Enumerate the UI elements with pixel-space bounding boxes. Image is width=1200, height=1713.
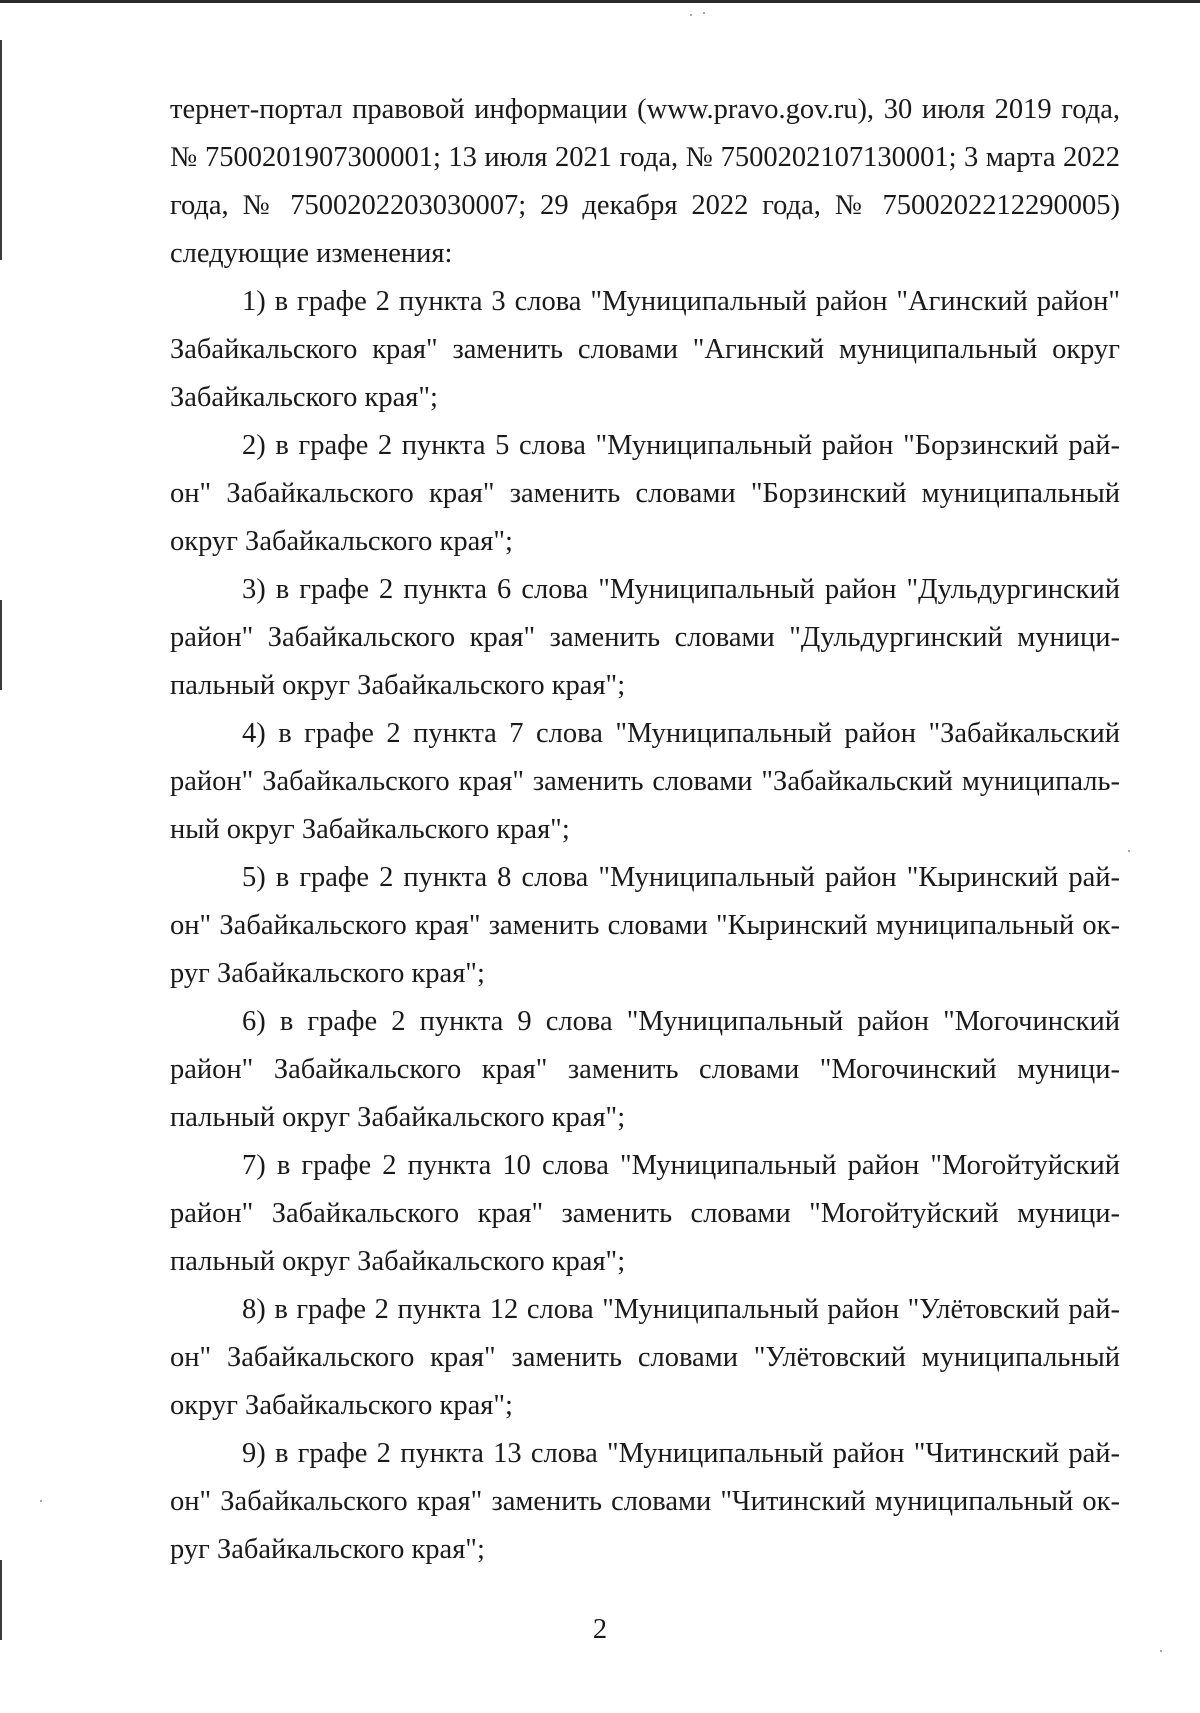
amendment-item-5: 5) в графе 2 пункта 8 слова "Муниципальный район "Кыринский район" Забайкальского края" заменить словами "Кыринский муниципальный округ Забайкальского края"; — [170, 862, 1120, 989]
amendment-item-7: 7) в графе 2 пункта 10 слова "Муниципальный район "Могойтуйский район" Забайкальского края" заменить словами "Могойтуйский муниципальный округ Забайкальского края"; — [170, 1150, 1120, 1277]
amendment-item-2: 2) в графе 2 пункта 5 слова "Муниципальный район "Борзинский район" Забайкальского края" заменить словами "Борзинский муниципальный округ Забайкальского края"; — [170, 430, 1120, 557]
scan-speck — [1160, 1650, 1162, 1652]
scan-speck — [690, 14, 692, 16]
amendment-item-4: 4) в графе 2 пункта 7 слова "Муниципальный район "Забайкальский район" Забайкальского края" заменить словами "Забайкальский муниципальный округ Забайкальского края"; — [170, 718, 1120, 845]
amendment-item-8: 8) в графе 2 пункта 12 слова "Муниципальный район "Улётовский район" Забайкальского края" заменить словами "Улётовский муниципальный округ Забайкальского края"; — [170, 1294, 1120, 1421]
scan-left-edge-mark — [0, 40, 2, 260]
lead-paragraph: тернет-портал правовой информации (www.pravo.gov.ru), 30 июля 2019 года, № 7500201907300001; 13 июля 2021 года, № 7500202107130001; 3 марта 2022 года, № 7500202203030007; 29 декабря 2022 года, № 7500202212290005) следующие изменения: — [170, 94, 1120, 269]
scan-speck — [1128, 850, 1130, 852]
scan-speck — [703, 12, 705, 14]
amendment-item-6: 6) в графе 2 пункта 9 слова "Муниципальный район "Могочинский район" Забайкальского края" заменить словами "Могочинский муниципальный округ Забайкальского края"; — [170, 1006, 1120, 1133]
amendment-item-9: 9) в графе 2 пункта 13 слова "Муниципальный район "Читинский район" Забайкальского края" заменить словами "Читинский муниципальный округ Забайкальского края"; — [170, 1438, 1120, 1565]
amendment-item-3: 3) в графе 2 пункта 6 слова "Муниципальный район "Дульдургинский район" Забайкальского края" заменить словами "Дульдургинский муниципальный округ Забайкальского края"; — [170, 574, 1120, 701]
scan-speck — [40, 1500, 42, 1502]
scan-top-border — [0, 0, 1200, 3]
amendment-item-1: 1) в графе 2 пункта 3 слова "Муниципальный район "Агинский район" Забайкальского края" заменить словами "Агинский муниципальный округ Забайкальского края"; — [170, 286, 1120, 413]
document-body — [170, 86, 1120, 1574]
page-number: 2 — [592, 1614, 608, 1645]
scan-left-edge-mark — [0, 600, 2, 690]
